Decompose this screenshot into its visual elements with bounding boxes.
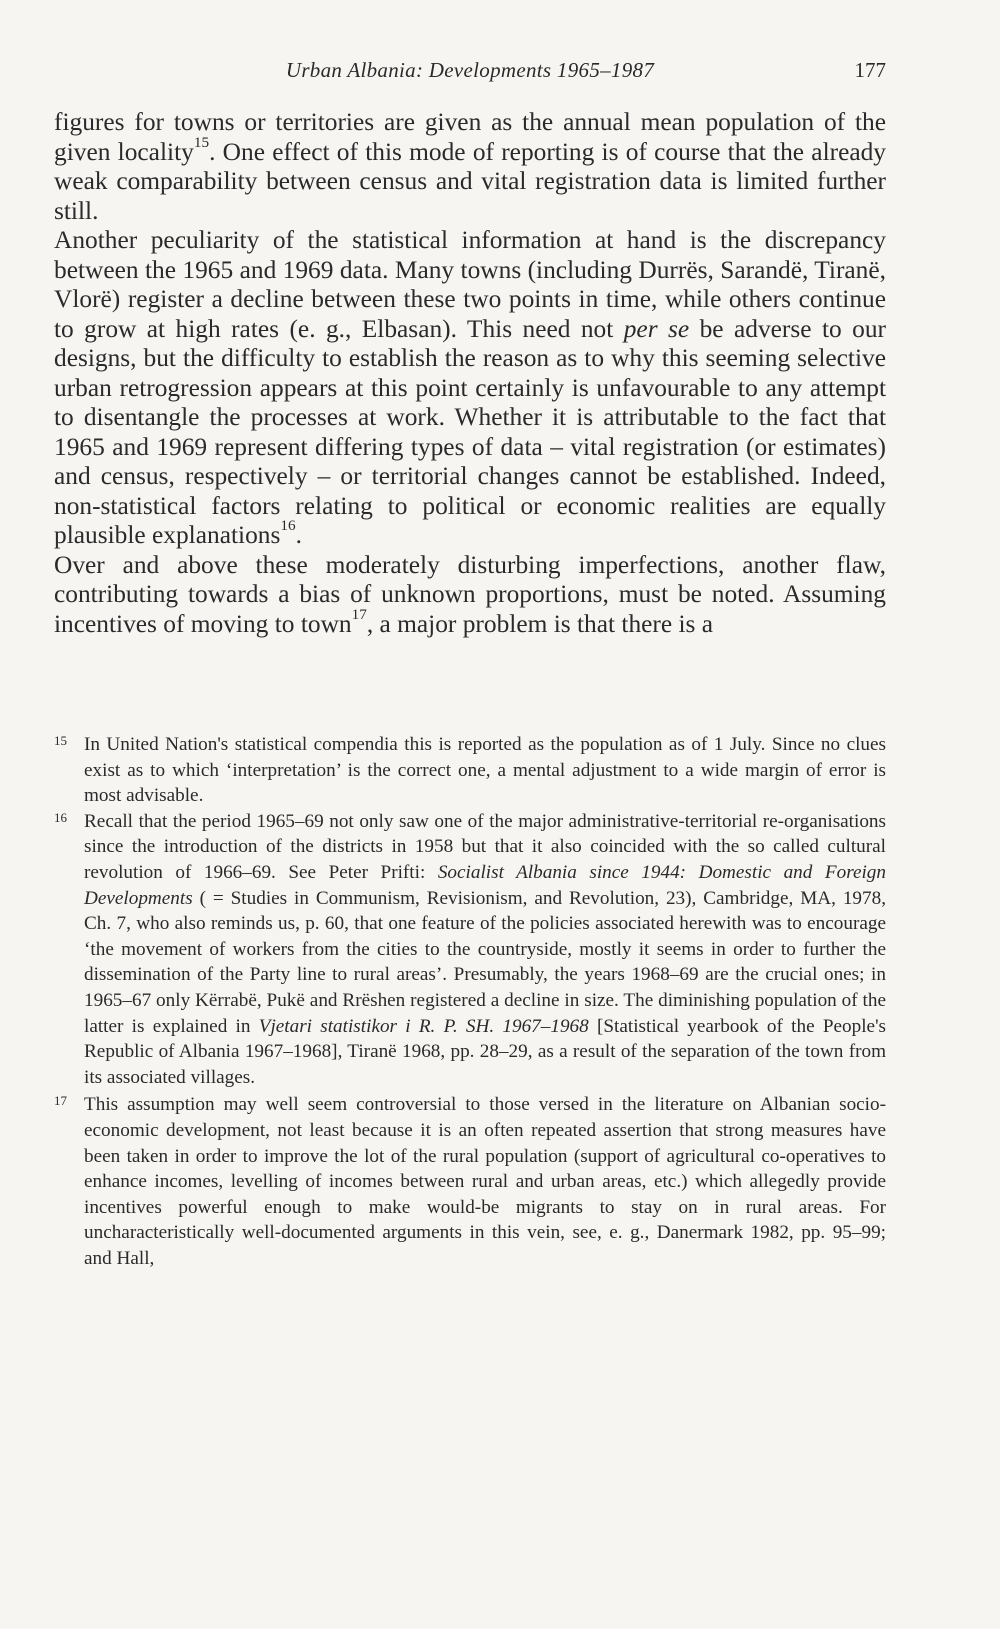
footnote-16-mark: 16 <box>54 809 67 825</box>
footnote-ref-15: 15 <box>193 133 210 151</box>
paragraph-1-text-cont: . One effect of this mode of reporting is of course that the already weak comparability between census and vital registration data is limited further still. <box>54 137 887 225</box>
footnote-15 <box>54 732 886 809</box>
paragraph-1-text: figures for towns or territories are given as the annual mean population of the given locality <box>54 108 886 166</box>
main-text <box>54 108 886 639</box>
paragraph-3-text: Over and above these moderately disturbing imperfections, another flaw, contributing towards a bias of unknown proportions, must be noted. Assuming incentives of moving to town <box>54 550 886 638</box>
footnote-16-yearbook-title: Vjetari statistikor i R. P. SH. 1967–1968 <box>258 1015 589 1037</box>
page-header <box>54 58 886 88</box>
footnote-16-text: Recall that the period 1965–69 not only saw one of the major administrative-territorial re-organisations since the introduction of the districts in 1958 but that it also coincided with the so called cultural revolution of 1966–69. See Peter Prifti: <box>84 810 886 883</box>
footnote-16-text-end: [Statistical yearbook of the People's Republic of Albania 1967–1968], Tiranë 1968, pp. 28–29, as a result of the separation of the town from its associated villages. <box>84 1015 886 1088</box>
paragraph-2-italic: per se <box>623 314 690 343</box>
footnote-15-text: In United Nation's statistical compendia this is reported as the population as of 1 July. Since no clues exist as to which ‘interpretation’ is the correct one, a mental adjustment to a wide margin of error is most advisable. <box>84 734 886 807</box>
paragraph-2-text: Another peculiarity of the statistical information at hand is the discrepancy between the 1965 and 1969 data. Many towns (including Durrës, Sarandë, Tiranë, Vlorë) register a decline between these two points in time, while others continue to grow at high rates (e. g., Elbasan). This need not <box>54 226 886 343</box>
footnote-16 <box>54 809 886 1091</box>
paragraph-2-end: . <box>295 521 302 549</box>
footnote-16-book-title: Socialist Albania since 1944: Domestic and Foreign Developments <box>84 861 886 909</box>
paragraph-2 <box>54 226 886 551</box>
footnotes <box>54 732 886 1271</box>
paragraph-1 <box>54 108 886 226</box>
paragraph-2-text-cont: be adverse to our designs, but the difficulty to establish the reason as to why this seeming selective urban retrogression appears at this point certainly is unfavourable to any attempt to disentangle the processes at work. Whether it is attributable to the fact that 1965 and 1969 represent differing types of data – vital registration (or estimates) and census, respectively – or territorial changes cannot be established. Indeed, non-statistical factors relating to political or economic realities are equally plausible explanations <box>54 314 886 549</box>
footnote-ref-17: 17 <box>351 605 367 623</box>
footnote-17 <box>54 1092 886 1271</box>
footnote-ref-16: 16 <box>280 517 296 535</box>
page-number: 177 <box>854 58 886 82</box>
running-title: Urban Albania: Developments 1965–1987 <box>285 58 655 82</box>
footnote-17-mark: 17 <box>54 1093 67 1109</box>
paragraph-3 <box>54 551 886 640</box>
paragraph-3-text-cont: , a major problem is that there is a <box>366 609 714 638</box>
footnote-16-text-cont: ( = Studies in Communism, Revisionism, and Revolution, 23), Cambridge, MA, 1978, Ch. 7, who also reminds us, p. 60, that one feature of the policies associated herewith was to encourage ‘the movement of workers from the cities to the countryside, mostly it seems in order to further the dissemination of the Party line to rural areas’. Presumably, the years 1968–69 are the crucial ones; in 1965–67 only Kërrabë, Pukë and Rrëshen registered a decline in size. The diminishing population of the latter is explained in <box>84 887 886 1037</box>
footnote-17-text: This assumption may well seem controversial to those versed in the literature on Albanian socio-economic development, not least because it is an often repeated assertion that strong measures have been taken in order to improve the lot of the rural population (support of agricultural co-operatives to enhance incomes, levelling of incomes between rural and urban areas, etc.) which allegedly provide incentives powerful enough to make would-be migrants to stay on in rural areas. For uncharacteristically well-documented arguments in this vein, see, e. g., Danermark 1982, pp. 95–99; and Hall, <box>84 1094 886 1269</box>
footnote-15-mark: 15 <box>54 733 67 748</box>
